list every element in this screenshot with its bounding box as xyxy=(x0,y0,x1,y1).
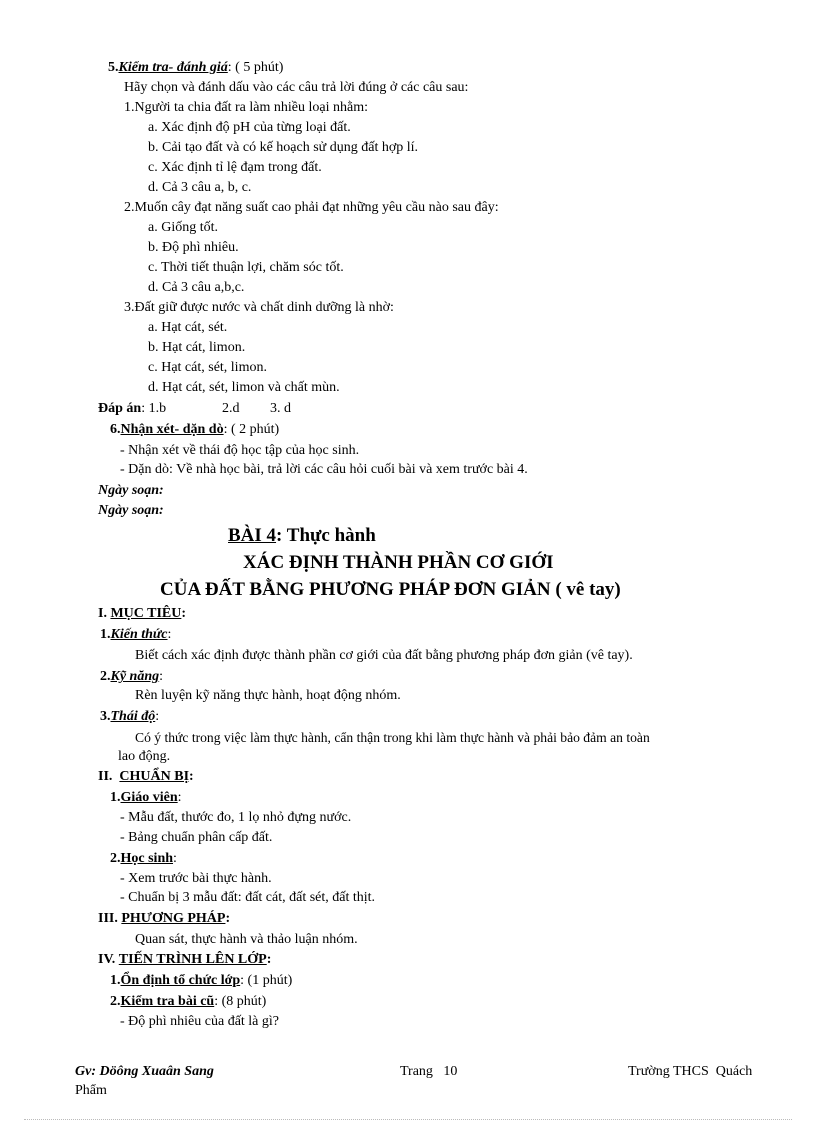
part-title: PHƯƠNG PHÁP xyxy=(121,911,226,926)
option: a. Xác định độ pH của từng loại đất. xyxy=(148,120,351,135)
list-item: - Độ phì nhiêu của đất là gì? xyxy=(120,1014,280,1029)
option: b. Độ phì nhiêu. xyxy=(148,240,239,255)
part-2-heading xyxy=(98,768,194,786)
paragraph: Biết cách xác định được thành phần cơ giới của đất bằng phương pháp đơn giản (vê tay). xyxy=(135,648,633,663)
option: a. Hạt cát, sét. xyxy=(148,320,228,335)
option: b. Cải tạo đất và có kế hoạch sử dụng đất hợp lí. xyxy=(148,140,419,155)
question-3: 3.Đất giữ được nước và chất dinh dưỡng là nhờ: xyxy=(124,300,394,315)
subsection-heading xyxy=(100,708,159,726)
part-number: I. xyxy=(98,606,107,621)
option: c. Xác định tỉ lệ đạm trong đất. xyxy=(148,160,322,175)
subsection-heading xyxy=(110,850,177,868)
option: c. Thời tiết thuận lợi, chăm sóc tốt. xyxy=(148,260,344,275)
answer-2: 2.d xyxy=(222,401,240,416)
footer-page-number: Trang 10 xyxy=(400,1064,458,1079)
part-number: IV. xyxy=(98,952,116,967)
subsection-number: 1. xyxy=(100,627,111,642)
part-number: II. xyxy=(98,769,113,784)
subsection-time: : (1 phút) xyxy=(240,973,293,988)
list-item: - Nhận xét về thái độ học tập của học sinh. xyxy=(120,443,360,458)
subsection-title: Thái độ xyxy=(110,709,156,724)
option: b. Hạt cát, limon. xyxy=(148,340,246,355)
lesson-subtitle-1: XÁC ĐỊNH THÀNH PHẦN CƠ GIỚI xyxy=(243,552,554,573)
subsection-heading xyxy=(110,789,182,807)
subsection-title: Kiểm tra bài cũ xyxy=(120,994,215,1009)
answer-key xyxy=(98,400,166,418)
subsection-heading xyxy=(110,972,292,990)
answer-3: 3. d xyxy=(270,401,291,416)
subsection-number: 1. xyxy=(110,790,121,805)
option: a. Giống tốt. xyxy=(148,220,218,235)
footer-school-continued: Phẩm xyxy=(75,1083,107,1098)
section-title: Kiểm tra- đánh giá xyxy=(118,60,228,75)
list-item: - Mẫu đất, thước đo, 1 lọ nhỏ đựng nước. xyxy=(120,810,352,825)
option: c. Hạt cát, sét, limon. xyxy=(148,360,267,375)
part-title: CHUẨN BỊ xyxy=(119,769,190,784)
lesson-title xyxy=(228,524,376,548)
part-colon: : xyxy=(266,952,272,967)
subsection-title: Ổn định tổ chức lớp xyxy=(120,973,241,988)
part-3-heading xyxy=(98,910,230,928)
section-number: 5. xyxy=(108,60,119,75)
subsection-colon: : xyxy=(159,669,164,684)
subsection-title: Kỹ năng xyxy=(110,669,160,684)
subsection-number: 2. xyxy=(110,994,121,1009)
subsection-number: 1. xyxy=(110,973,121,988)
question-2: 2.Muốn cây đạt năng suất cao phải đạt những yêu cầu nào sau đây: xyxy=(124,200,499,215)
list-item: - Chuẩn bị 3 mẫu đất: đất cát, đất sét, đất thịt. xyxy=(120,890,376,905)
part-colon: : xyxy=(225,911,231,926)
subsection-title: Giáo viên xyxy=(120,790,178,805)
paragraph: lao động. xyxy=(118,749,171,764)
subsection-colon: : xyxy=(173,851,177,866)
subsection-title: Kiến thức xyxy=(110,627,168,642)
section-time: : ( 2 phút) xyxy=(223,422,280,437)
paragraph: Có ý thức trong việc làm thực hành, cẩn thận trong khi làm thực hành và phải bảo đảm an toàn xyxy=(135,730,650,745)
part-title: TIẾN TRÌNH LÊN LỚP xyxy=(118,952,267,967)
subsection-heading xyxy=(100,668,163,686)
footer-teacher: Gv: Döông Xuaân Sang xyxy=(75,1064,214,1079)
list-item: - Bảng chuẩn phân cấp đất. xyxy=(120,830,273,845)
lesson-number: BÀI 4 xyxy=(228,525,277,546)
part-colon: : xyxy=(181,606,187,621)
part-colon: : xyxy=(189,769,194,784)
subsection-colon: : xyxy=(167,627,172,642)
option: d. Cả 3 câu a,b,c. xyxy=(148,280,245,295)
date-label: Ngày soạn: xyxy=(98,503,164,518)
answer-1: : 1.b xyxy=(141,401,167,416)
subsection-colon: : xyxy=(155,709,160,724)
section-number: 6. xyxy=(110,422,121,437)
section-5-heading xyxy=(108,59,283,77)
subsection-time: : (8 phút) xyxy=(214,994,267,1009)
subsection-colon: : xyxy=(177,790,182,805)
part-1-heading xyxy=(98,605,186,623)
part-title: MỤC TIÊU xyxy=(110,606,182,621)
list-item: - Dặn dò: Về nhà học bài, trả lời các câu hỏi cuối bài và xem trước bài 4. xyxy=(120,462,528,477)
section-6-heading xyxy=(110,421,279,439)
subsection-heading xyxy=(100,626,171,644)
quiz-intro: Hãy chọn và đánh dấu vào các câu trả lời đúng ở các câu sau: xyxy=(124,80,469,95)
section-title: Nhận xét- dặn dò xyxy=(120,422,224,437)
paragraph: Quan sát, thực hành và thảo luận nhóm. xyxy=(135,932,358,947)
date-label: Ngày soạn: xyxy=(98,483,164,498)
lesson-name: : Thực hành xyxy=(276,525,376,546)
subsection-title: Học sinh xyxy=(120,851,174,866)
part-number: III. xyxy=(98,911,118,926)
list-item: - Xem trước bài thực hành. xyxy=(120,871,272,886)
option: d. Cả 3 câu a, b, c. xyxy=(148,180,252,195)
subsection-number: 2. xyxy=(100,669,111,684)
answer-label: Đáp án xyxy=(98,401,142,416)
subsection-number: 3. xyxy=(100,709,111,724)
option: d. Hạt cát, sét, limon và chất mùn. xyxy=(148,380,340,395)
section-time: : ( 5 phút) xyxy=(227,60,284,75)
lesson-subtitle-2: CỦA ĐẤT BẰNG PHƯƠNG PHÁP ĐƠN GIẢN ( vê tay) xyxy=(160,579,621,600)
subsection-heading xyxy=(110,993,266,1011)
part-4-heading xyxy=(98,951,271,969)
footer-school: Trường THCS Quách xyxy=(628,1064,753,1079)
footer-divider xyxy=(24,1119,792,1120)
paragraph: Rèn luyện kỹ năng thực hành, hoạt động nhóm. xyxy=(135,688,401,703)
subsection-number: 2. xyxy=(110,851,121,866)
question-1: 1.Người ta chia đất ra làm nhiều loại nhằm: xyxy=(124,100,368,115)
